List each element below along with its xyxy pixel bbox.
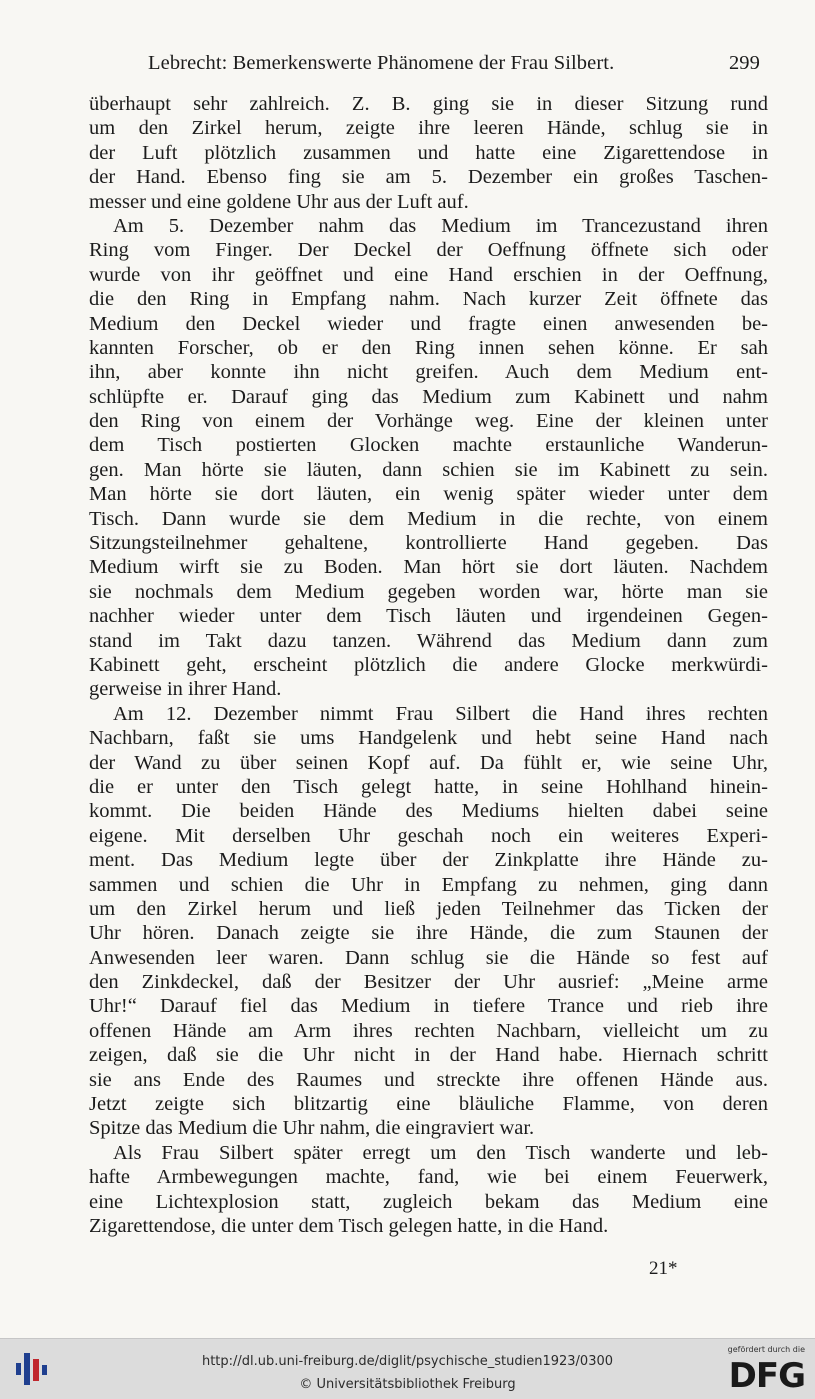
text-line: um den Zirkel herum und ließ jeden Teilnehmer das Ticken der [89,897,768,920]
paragraph [89,214,768,702]
copyright-notice: © Universitätsbibliothek Freiburg [299,1377,516,1392]
text-line: ihn, aber konnte ihn nicht greifen. Auch dem Medium ent- [89,361,768,384]
text-line: den Zinkdeckel, daß der Besitzer der Uhr ausrief: „Meine arme [89,971,768,994]
text-line: wurde von ihr geöffnet und eine Hand erschien in der Oeffnung, [89,263,768,286]
running-title: Lebrecht: Bemerkenswerte Phänomene der Frau Silbert. [148,52,615,74]
text-line: Medium wirft sie zu Boden. Man hört sie dort läuten. Nachdem [89,556,768,579]
text-line: stand im Takt dazu tanzen. Während das Medium dann zum [89,629,768,652]
text-line: sammen und schien die Uhr in Empfang zu nehmen, ging dann [89,873,768,896]
text-line: die er unter den Tisch gelegt hatte, in seine Hohlhand hinein- [89,775,768,798]
text-line: eigene. Mit derselben Uhr geschah noch ein weiteres Experi- [89,824,768,847]
text-line: die den Ring in Empfang nahm. Nach kurzer Zeit öffnete das [89,288,768,311]
text-line: zeigen, daß sie die Uhr nicht in der Hand habe. Hiernach schritt [89,1044,768,1067]
text-line: Anwesenden leer waren. Dann schlug sie die Hände so fest auf [89,946,768,969]
text-line: dem Tisch postierten Glocken machte erstaunliche Wanderun- [89,434,768,457]
dfg-logo-icon: DFG [728,1356,805,1396]
text-line: Am 5. Dezember nahm das Medium im Trancezustand ihren [113,214,768,237]
body-text [89,92,768,1238]
permalink-url[interactable]: http://dl.ub.uni-freiburg.de/diglit/psychische_studien1923/0300 [201,1354,614,1369]
text-line: offenen Hände am Arm ihres rechten Nachbarn, vielleicht um zu [89,1019,768,1042]
page-number: 299 [728,52,760,74]
text-line: überhaupt sehr zahlreich. Z. B. ging sie in dieser Sitzung rund [89,93,768,115]
text-line: Sitzungsteilnehmer gehaltene, kontrollierte Hand gegeben. Das [89,532,768,555]
text-line: Ring vom Finger. Der Deckel der Oeffnung öffnete sich oder [89,239,768,262]
text-line: Medium den Deckel wieder und fragte einen anwesenden be- [89,312,768,335]
text-line: Zigarettendose, die unter dem Tisch gelegen hatte, in die Hand. [89,1214,609,1237]
text-line: Kabinett geht, erscheint plötzlich die andere Glocke merkwürdi- [89,653,768,676]
text-line: nachher wieder unter dem Tisch läuten und irgendeinen Gegen- [89,605,768,628]
text-line: Als Frau Silbert später erregt um den Tisch wanderte und leb- [113,1141,768,1164]
text-line: Nachbarn, faßt sie ums Handgelenk und hebt seine Hand nach [89,727,768,750]
text-line: Jetzt zeigte sich blitzartig eine bläuliche Flamme, von deren [89,1093,768,1116]
text-line: Uhr hören. Danach zeigte sie ihre Hände, die zum Staunen der [89,922,768,945]
text-line: der Luft plötzlich zusammen und hatte eine Zigarettendose in [89,141,768,164]
text-line: kannten Forscher, ob er den Ring innen sehen könne. Er sah [89,336,768,359]
paragraph [89,702,768,1141]
text-line: schlüpfte er. Darauf ging das Medium zum Kabinett und nahm [89,385,768,408]
text-line: messer und eine goldene Uhr aus der Luft auf. [89,190,469,213]
text-line: Am 12. Dezember nimmt Frau Silbert die Hand ihres rechten [113,702,768,725]
text-line: kommt. Die beiden Hände des Mediums hielten dabei seine [89,800,768,823]
viewer-footer [0,1338,815,1399]
dfg-funding-badge [719,1345,805,1395]
funding-caption: gefördert durch die [727,1345,805,1354]
text-line: den Ring von einem der Vorhänge weg. Eine der kleinen unter [89,410,768,433]
text-line: gerweise in ihrer Hand. [89,678,282,701]
text-line: um den Zirkel herum, zeigte ihre leeren Hände, schlug sie in [89,117,768,140]
text-line: sie ans Ende des Raumes und streckte ihre offenen Hände aus. [89,1068,768,1091]
text-line: sie nochmals dem Medium gegeben worden war, hörte man sie [89,580,768,603]
paragraph [89,92,768,214]
text-line: gen. Man hörte sie läuten, dann schien sie im Kabinett zu sein. [89,458,768,481]
text-line: eine Lichtexplosion statt, zugleich bekam das Medium eine [89,1190,768,1213]
running-head [90,52,760,82]
text-line: Uhr!“ Darauf fiel das Medium in tiefere Trance und rieb ihre [89,995,768,1018]
text-line: Man hörte sie dort läuten, ein wenig später wieder unter dem [89,483,768,506]
text-line: der Wand zu über seinen Kopf auf. Da fühlt er, wie seine Uhr, [89,751,768,774]
paragraph [89,1141,768,1239]
text-line: der Hand. Ebenso fing sie am 5. Dezember ein großes Taschen- [89,166,768,189]
signature-mark: 21* [649,1258,678,1279]
text-line: hafte Armbewegungen machte, fand, wie bei einem Feuerwerk, [89,1166,768,1189]
text-line: Tisch. Dann wurde sie dem Medium in die rechte, von einem [89,507,768,530]
text-line: ment. Das Medium legte über der Zinkplatte ihre Hände zu- [89,849,768,872]
text-line: Spitze das Medium die Uhr nahm, die eingraviert war. [89,1117,535,1140]
